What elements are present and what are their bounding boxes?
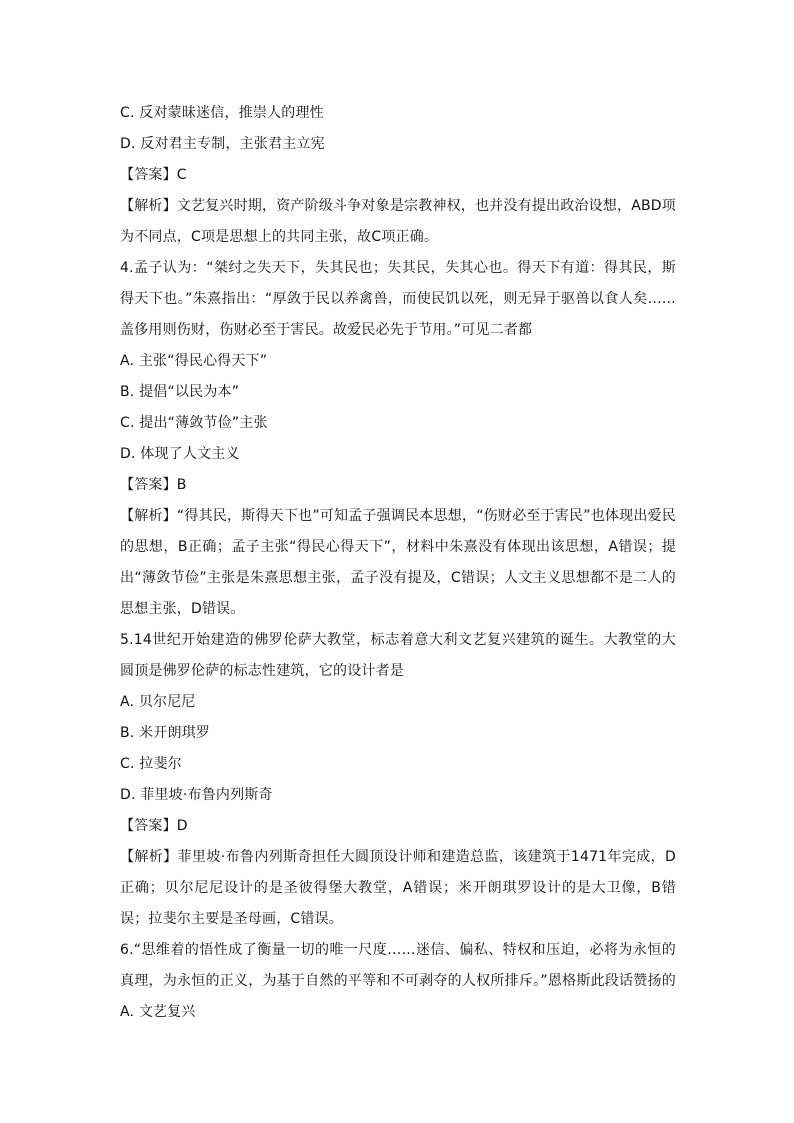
q5-analysis: 【解析】菲里坡·布鲁内列斯奇担任大圆顶设计师和建造总监，该建筑于1471年完成，D正确；贝尔尼尼设计的是圣彼得堡大教堂，A错误；米开朗琪罗设计的是大卫像，B错误；拉斐尔主要是圣母画，C错误。 [120, 849, 676, 927]
q5-stem: 5.14世纪开始建造的佛罗伦萨大教堂，标志着意大利文艺复兴建筑的诞生。大教堂的大圆顶是佛罗伦萨的标志性建筑，它的设计者是 [120, 632, 676, 679]
q4-option-b: B. 提倡“以民为本” [120, 384, 240, 400]
q4-option-a: A. 主张“得民心得天下” [120, 353, 268, 369]
q3-option-d: D. 反对君主专制，主张君主立宪 [120, 136, 325, 152]
q4-option-c: C. 提出“薄敛节俭”主张 [120, 415, 268, 431]
q5-option-b: B. 米开朗琪罗 [120, 725, 211, 741]
q5-option-c: C. 拉斐尔 [120, 756, 182, 772]
q4-option-d: D. 体现了人文主义 [120, 446, 240, 462]
q4-answer: 【答案】B [120, 477, 187, 493]
q6-stem: 6.“思维着的悟性成了衡量一切的唯一尺度……迷信、偏私、特权和压迫，必将为永恒的真理，为永恒的正义，为基于自然的平等和不可剥夺的人权所排斥。”恩格斯此段话赞扬的 [120, 942, 676, 989]
q4-analysis: 【解析】“得其民，斯得天下也”可知孟子强调民本思想，“伤财必至于害民”也体现出爱民的思想，B正确；孟子主张“得民心得天下”，材料中朱熹没有体现出该思想，A错误；提出“薄敛节俭”主张是朱熹思想主张，孟子没有提及，C错误；人文主义思想都不是二人的思想主张，D错误。 [120, 508, 676, 617]
q5-answer: 【答案】D [120, 818, 188, 834]
q5-option-d: D. 菲里坡·布鲁内列斯奇 [120, 787, 273, 803]
q6-option-a: A. 文艺复兴 [120, 1004, 196, 1020]
q3-analysis: 【解析】文艺复兴时期，资产阶级斗争对象是宗教神权，也并没有提出政治设想，ABD项为不同点，C项是思想上的共同主张，故C项正确。 [120, 198, 676, 245]
q3-option-c: C. 反对蒙昧迷信，推崇人的理性 [120, 105, 324, 121]
q3-answer: 【答案】C [120, 167, 187, 183]
document-page [120, 98, 676, 1028]
q4-stem: 4.孟子认为：“桀纣之失天下，失其民也；失其民，失其心也。得天下有道：得其民，斯得天下也。”朱熹指出：“厚敛于民以养禽兽，而使民饥以死，则无异于驱兽以食人矣……盖侈用则伤财，伤财必至于害民。故爱民必先于节用。”可见二者都 [120, 260, 676, 338]
q5-option-a: A. 贝尔尼尼 [120, 694, 196, 710]
